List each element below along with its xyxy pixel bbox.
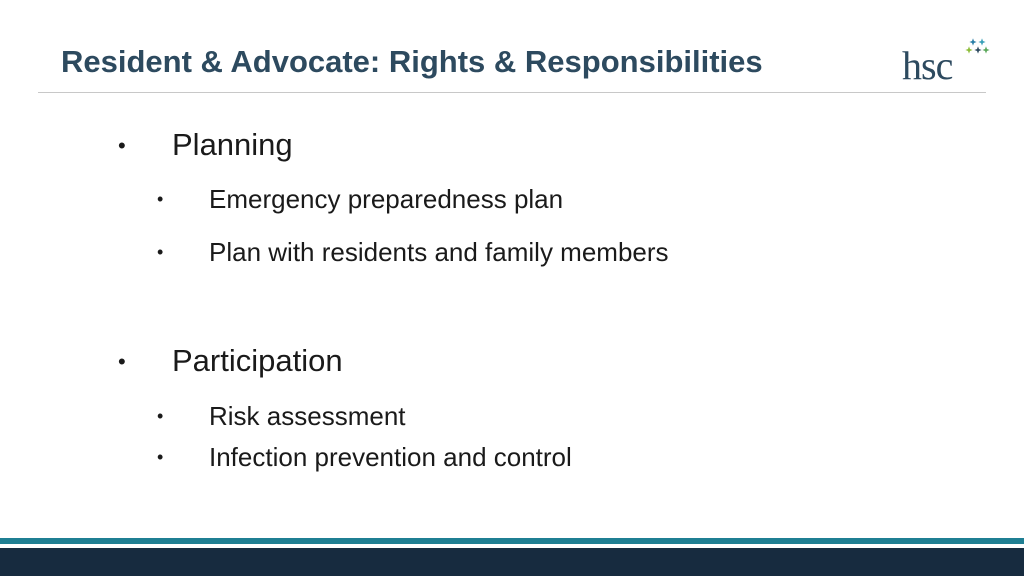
logo-star bbox=[969, 38, 976, 45]
sub-bullet-text: Infection prevention and control bbox=[209, 442, 572, 472]
bullet-dot: • bbox=[157, 242, 164, 262]
bullet-dot: • bbox=[157, 189, 164, 209]
sub-bullet-text: Risk assessment bbox=[209, 401, 406, 431]
bullet-dot: • bbox=[118, 133, 126, 158]
logo-star bbox=[974, 46, 981, 53]
footer-bar bbox=[0, 548, 1024, 576]
bullet-dot: • bbox=[157, 406, 164, 426]
sparkle-icon bbox=[962, 38, 992, 62]
logo-star bbox=[978, 38, 985, 45]
bullet-heading: Planning bbox=[172, 127, 293, 162]
sub-bullet-text: Plan with residents and family members bbox=[209, 237, 669, 267]
slide-title: Resident & Advocate: Rights & Responsibilities bbox=[61, 44, 763, 79]
hsc-logo bbox=[902, 38, 992, 88]
logo-text: hsc bbox=[902, 43, 953, 88]
bullet-heading: Participation bbox=[172, 343, 343, 378]
bullet-dot: • bbox=[157, 447, 164, 467]
logo-star bbox=[965, 46, 972, 53]
bullet-dot: • bbox=[118, 349, 126, 374]
logo-star bbox=[982, 46, 989, 53]
sub-bullet-text: Emergency preparedness plan bbox=[209, 184, 564, 214]
title-divider bbox=[38, 92, 986, 93]
footer-accent-stripe bbox=[0, 538, 1024, 544]
